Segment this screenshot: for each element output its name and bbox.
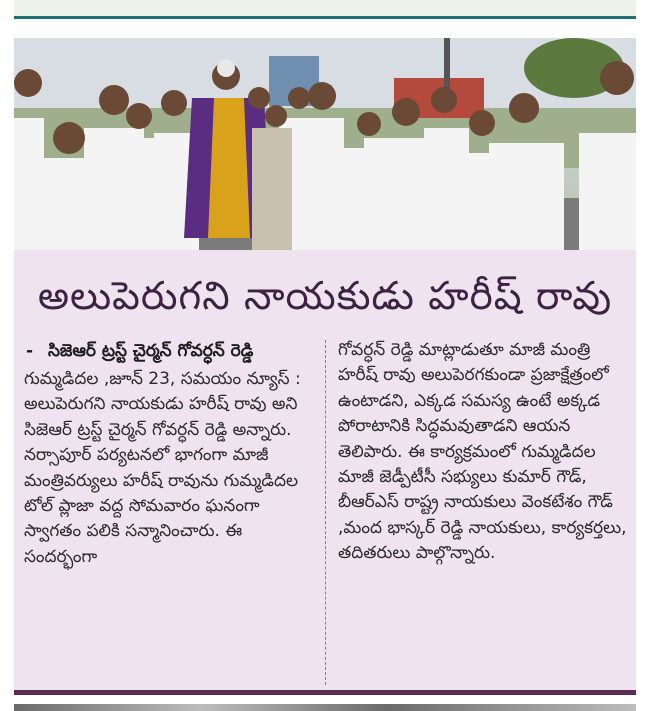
article-panel	[14, 38, 636, 695]
group-photo-illustration	[14, 38, 636, 250]
article-headline: అలుపెరుగని నాయకుడు హరీష్ రావు	[37, 274, 613, 319]
article-body-left: గుమ్మడిదల ,జూన్ 23, సమయం న్యూస్ : అలుపెరుగని నాయకుడు హరీష్ రావు అని సిజెఆర్ ట్రస్ట్ చైర్మన్ గోవర్ధన్ రెడ్డి అన్నారు. నర్సాపూర్ పర్యటనలో భాగంగా మాజీ మంత్రివర్యులు హరీష్ రావును గుమ్మడిదల టోల్ ప్లాజా వద్ద సోమవారం ఘనంగా స్వాగతం పలికి సన్మానించారు. ఈ సందర్భంగా	[24, 369, 301, 567]
article-column-right	[338, 338, 630, 567]
top-border-strip	[14, 0, 636, 19]
column-divider	[325, 340, 326, 685]
byline-text: సిజెఆర్ ట్రస్ట్ చైర్మన్ గోవర్ధన్ రెడ్డి	[48, 341, 254, 361]
article-byline	[24, 338, 316, 365]
byline-dash: -	[26, 341, 34, 361]
news-photo	[14, 38, 636, 250]
article-body-right: గోవర్ధన్ రెడ్డి మాట్లాడుతూ మాజీ మంత్రి హరీష్ రావు అలుపెరగకుండా ప్రజాక్షేత్రంలో ఉంటాడని, ఎక్కడ సమస్య ఉంటే అక్కడ పోరాటానికి సిద్ధమవుతాడని ఆయన తెలిపారు. ఈ కార్యక్రమంలో గుమ్మడిదల మాజీ జెడ్పీటీసీ సభ్యులు కుమార్ గౌడ్, బీఆర్ఎస్ రాష్ట్ర నాయకులు వెంకటేశం గౌడ్ ,మంద భాస్కర్ రెడ్డి నాయకులు, కార్యకర్తలు, తదితరులు పాల్గొన్నారు.	[338, 340, 627, 564]
article-column-left	[24, 338, 316, 570]
bottom-border-strip	[14, 704, 636, 711]
